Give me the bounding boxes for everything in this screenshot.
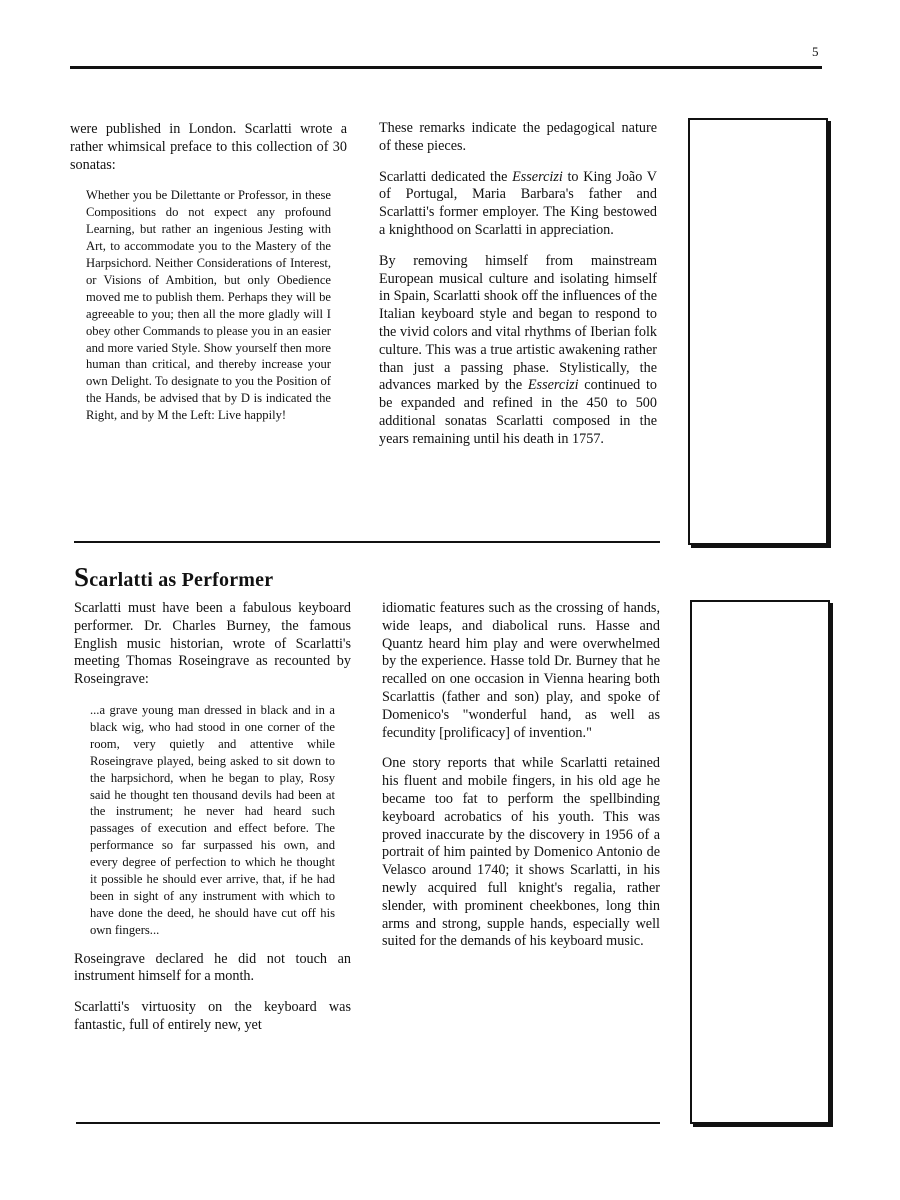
paragraph: were published in London. Scarlatti wrote a rather whimsical preface to this collection of 30 sonatas: bbox=[70, 121, 347, 173]
paragraph: Scarlatti dedicated the Essercizi to King João V of Portugal, Maria Barbara's father and Scarlatti's former employer. The King bestowed a knighthood on Scarlatti in appreciation. bbox=[379, 168, 657, 238]
block-quote: Whether you be Dilettante or Professor, in these Compositions do not expect any profound Learning, but rather an ingenious Jesting with Art, to accommodate you to the Mastery of the Harpsichord. Neither Considerations of Interest, or Visions of Ambition, but only Obedience moved me to publish them. Perhaps they will be agreeable to you; then all the more gladly will I obey other Commands to please you in an easier and more varied Style. Show yourself then more human than critical, and thereby increase your own Delight. To designate to you the Position of the Hands, be advised that by D is indicated the Right, and by M the Left: Live happily! bbox=[86, 188, 331, 423]
block-quote: ...a grave young man dressed in black and in a black wig, who had stood in one corner of the room, very quietly and attentive while Roseingrave played, being asked to sit down to the harpsichord, when he began to play, Rosy said he thought ten thousand devils had been at the instrument; he never had heard such passages of execution and effect before. The performance so far surpassed his own, and every degree of perfection to which he thought it possible he should ever arrive, that, if he had been in sight of any instrument with which to have done the deed, he should have cut off his own fingers... bbox=[90, 702, 335, 937]
paragraph: Scarlatti's virtuosity on the keyboard was fantastic, full of entirely new, yet bbox=[74, 999, 351, 1034]
paragraph: Scarlatti must have been a fabulous keyboard performer. Dr. Charles Burney, the famous English music historian, wrote of Scarlatti's meeting Thomas Roseingrave as recounted by Roseingrave: bbox=[74, 600, 351, 688]
paragraph: Roseingrave declared he did not touch an instrument himself for a month. bbox=[74, 950, 351, 985]
sidebar-box-top bbox=[688, 118, 828, 545]
section2-left-column bbox=[74, 600, 351, 1048]
section-heading: Scarlatti as Performer bbox=[74, 562, 274, 592]
paragraph: idiomatic features such as the crossing of hands, wide leaps, and diabolical runs. Hasse and Quantz heard him play and were overwhelmed by the experience. Hasse told Dr. Burney that he recalled on one occasion in Vienna hearing both Scarlattis (father and son) play, and spoke of Domenico's "wonderful hand, as well as fecundity [prolificacy] of invention." bbox=[382, 600, 660, 741]
sidebar-box-bottom bbox=[690, 600, 830, 1124]
paragraph: By removing himself from mainstream European musical culture and isolating himself in Spain, Scarlatti shook off the influences of the Italian keyboard style and began to respond to the vivid colors and vital rhythms of Iberian folk culture. This was a true artistic awakening rather than just a passing phase. Stylistically, the advances marked by the Essercizi continued to be expanded and refined in the 450 to 500 additional sonatas Scarlatti composed in the years remaining until his death in 1757. bbox=[379, 252, 657, 447]
section1-left-column bbox=[70, 121, 347, 436]
footer-rule bbox=[76, 1122, 660, 1124]
header-rule bbox=[70, 66, 822, 69]
paragraph: These remarks indicate the pedagogical nature of these pieces. bbox=[379, 120, 657, 154]
section1-right-column bbox=[379, 120, 657, 462]
section2-right-column bbox=[382, 600, 660, 964]
section-divider bbox=[74, 541, 660, 543]
page-number: 5 bbox=[812, 44, 819, 59]
paragraph: One story reports that while Scarlatti retained his fluent and mobile fingers, in his old age he became too fat to perform the spellbinding keyboard acrobatics of his youth. This was proved inaccurate by the discovery in 1956 of a portrait of him painted by Domenico Antonio de Velasco around 1740; it shows Scarlatti, in his newly acquired full knight's regalia, rather slender, with prominent cheekbones, long thin arms and strong, supple hands, especially well suited for the demands of his keyboard music. bbox=[382, 755, 660, 950]
